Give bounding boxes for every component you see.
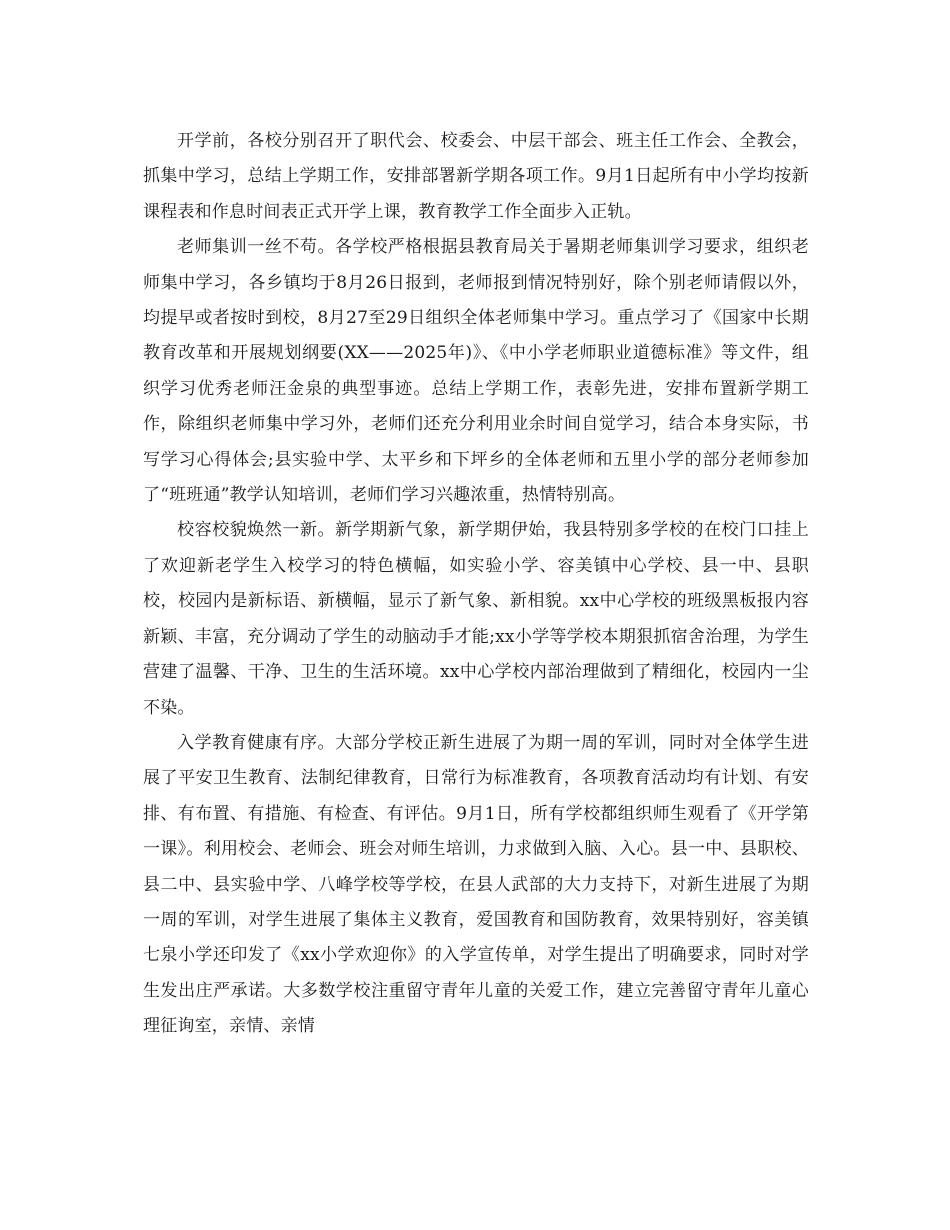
document-body [143,124,809,1045]
paragraph-teacher-training: 老师集训一丝不苟。各学校严格根据县教育局关于暑期老师集训学习要求，组织老师集中学习，各乡镇均于8月26日报到，老师报到情况特别好，除个别老师请假以外，均提早或者按时到校，8月27至29日组织全体老师集中学习。重点学习了《国家中长期教育改革和开展规划纲要(XX——2025年)》、《中小学老师职业道德标准》等文件，组织学习优秀老师汪金泉的典型事迹。总结上学期工作，表彰先进，安排布置新学期工作，除组织老师集中学习外，老师们还充分利用业余时间自觉学习，结合本身实际，书写学习心得体会;县实验中学、太平乡和下坪乡的全体老师和五里小学的部分老师参加了“班班通”教学认知培训，老师们学习兴趣浓重，热情特别高。 [143,237,809,506]
paragraph-campus-appearance: 校容校貌焕然一新。新学期新气象，新学期伊始，我县特别多学校的在校门口挂上了欢迎新老学生入校学习的特色横幅，如实验小学、容美镇中心学校、县一中、县职校，校园内是新标语、新横幅，显示了新气象、新相貌。xx中心学校的班级黑板报内容新颖、丰富，充分调动了学生的动脑动手才能;xx小学等学校本期狠抓宿舍治理，为学生营建了温馨、干净、卫生的生活环境。xx中心学校内部治理做到了精细化，校园内一尘不染。 [143,520,809,718]
paragraph-entrance-education: 入学教育健康有序。大部分学校正新生进展了为期一周的军训，同时对全体学生进展了平安卫生教育、法制纪律教育，日常行为标准教育，各项教育活动均有计划、有安排、有布置、有措施、有检查、有评估。9月1日，所有学校都组织师生观看了《开学第一课》。利用校会、老师会、班会对师生培训，力求做到入脑、入心。县一中、县职校、县二中、县实验中学、八峰学校等学校，在县人武部的大力支持下，对新生进展了为期一周的军训，对学生进展了集体主义教育，爱国教育和国防教育，效果特别好，容美镇七泉小学还印发了《xx小学欢迎你》的入学宣传单，对学生提出了明确要求，同时对学生发出庄严承诺。大多数学校注重留守青年儿童的关爱工作，建立完善留守青年儿童心理征询室，亲情、亲情 [143,732,809,1037]
paragraph-opening: 开学前，各校分别召开了职代会、校委会、中层干部会、班主任工作会、全教会，抓集中学习，总结上学期工作，安排部署新学期各项工作。9月1日起所有中小学均按新课程表和作息时间表正式开学上课，教育教学工作全面步入正轨。 [143,131,809,222]
